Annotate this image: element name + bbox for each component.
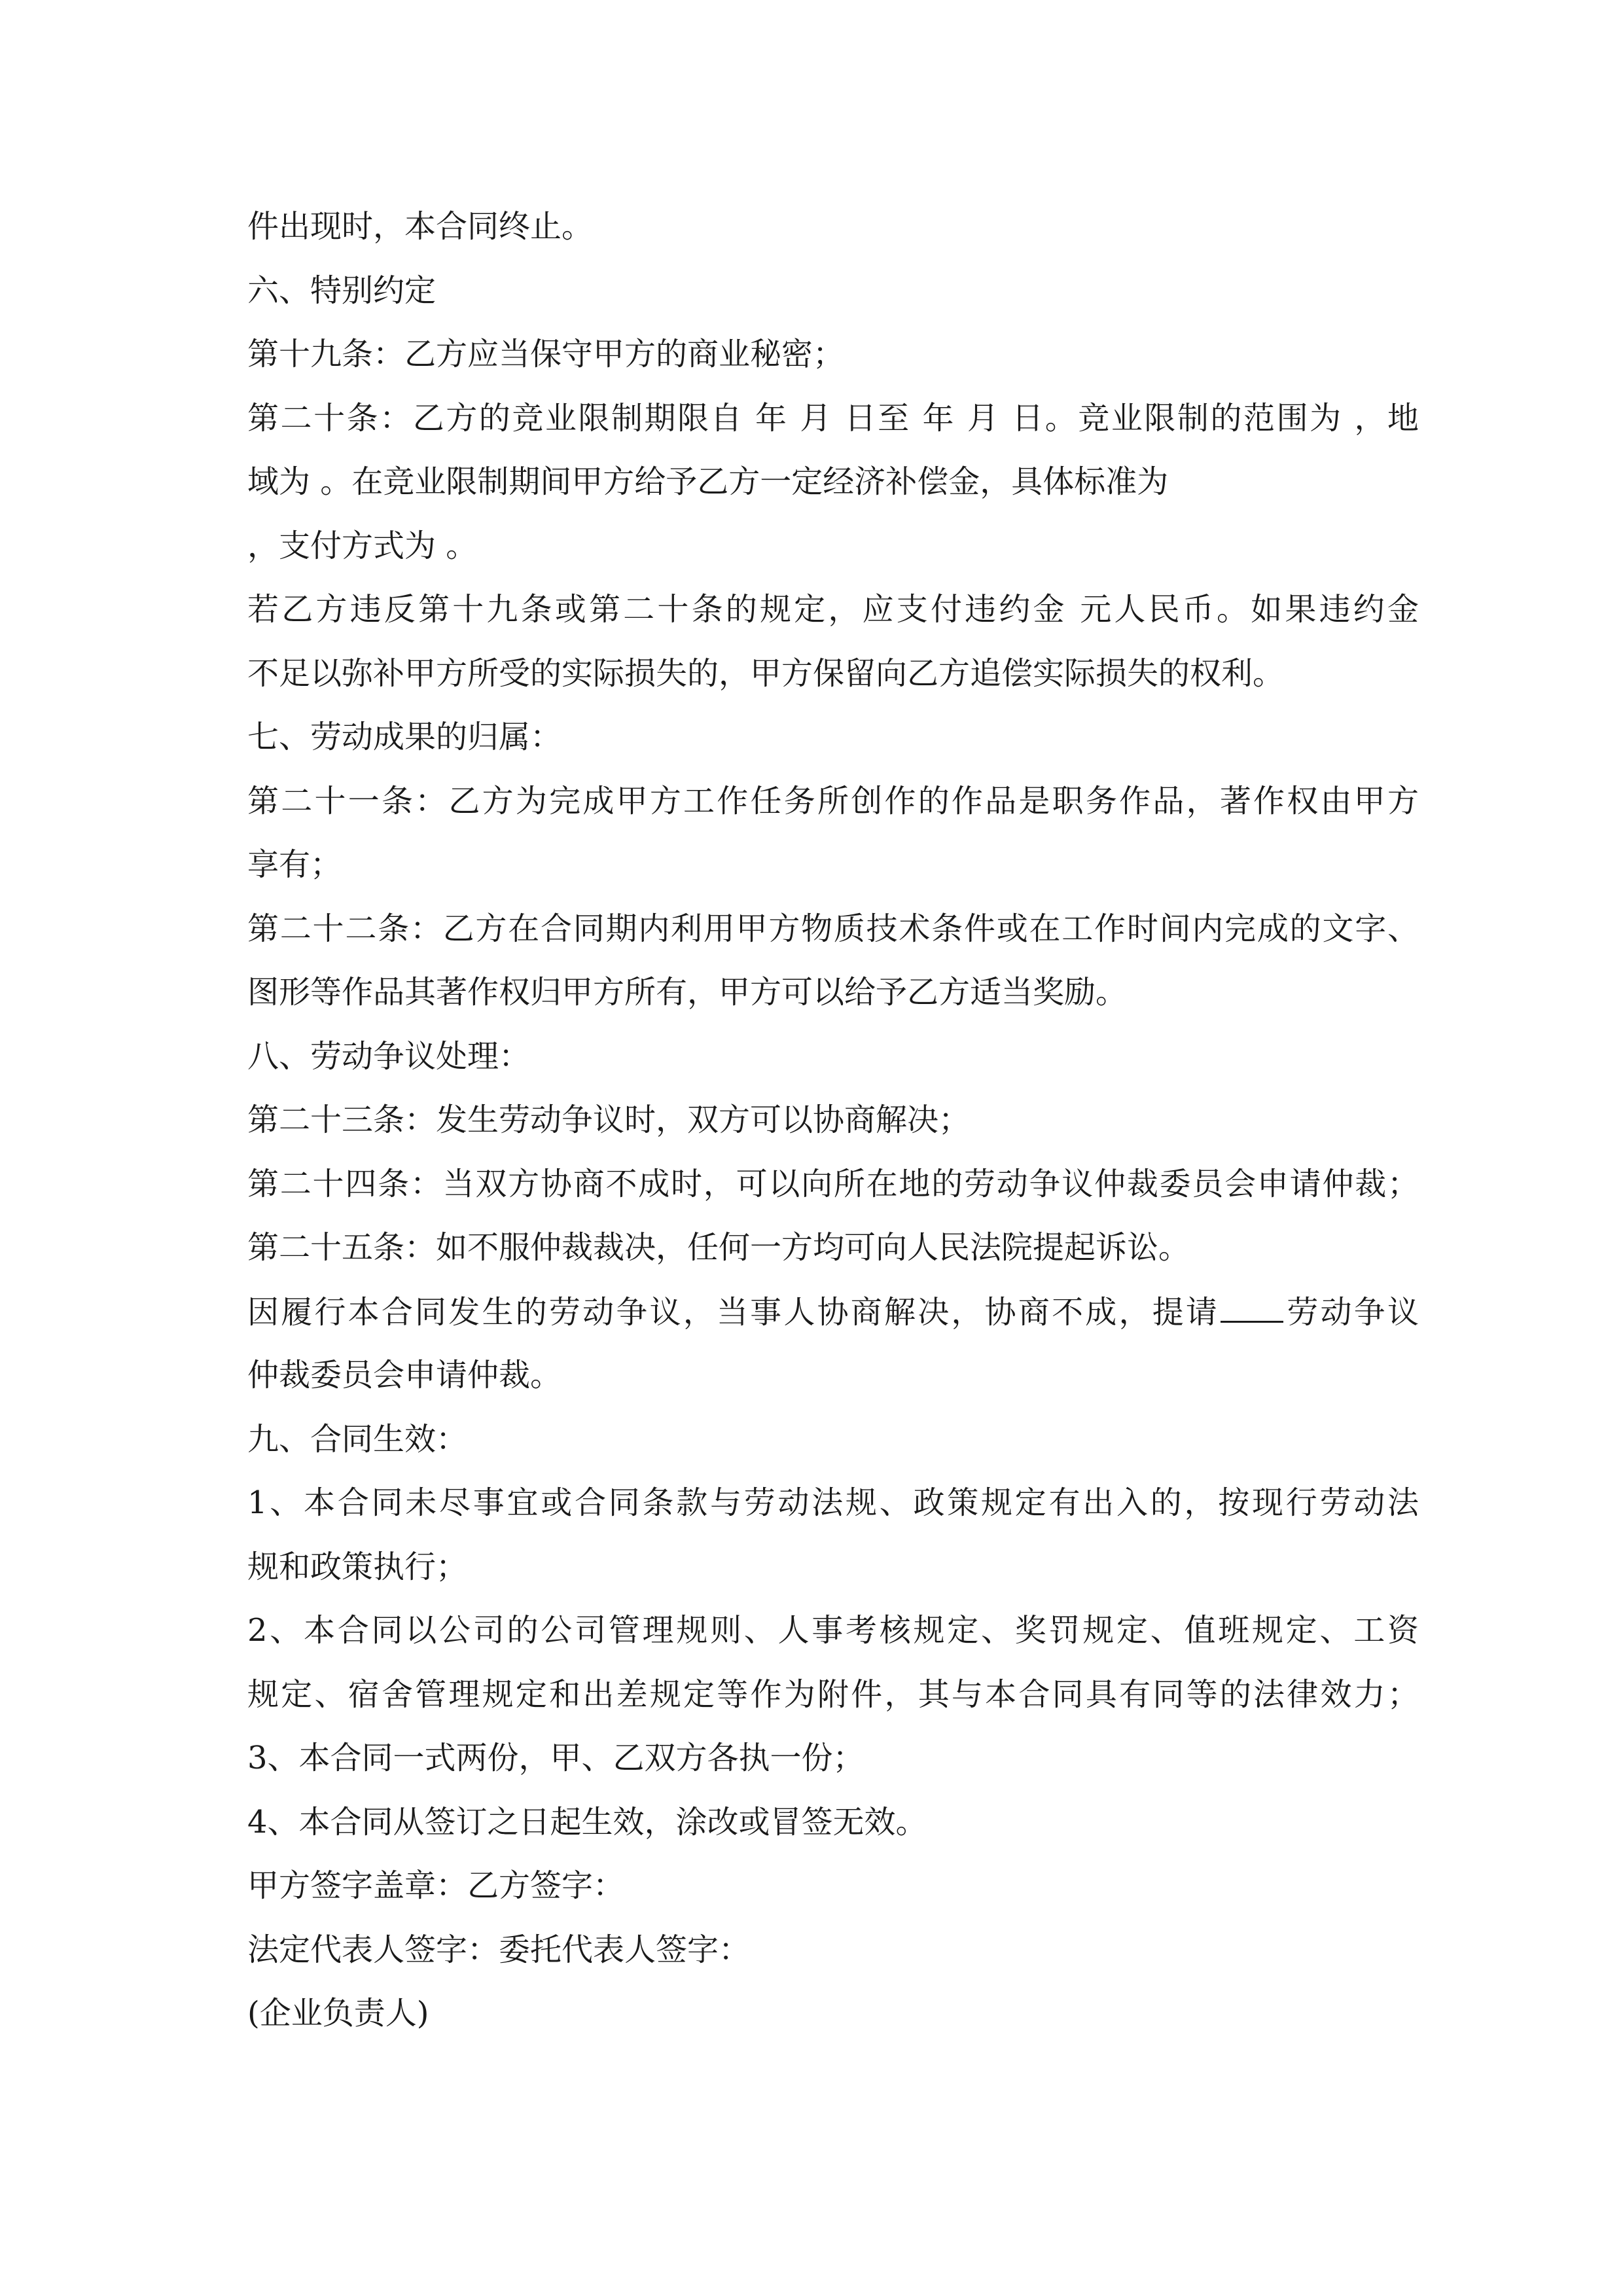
- section-heading-7: 七、劳动成果的归属：: [247, 719, 562, 755]
- section-heading-9: 九、合同生效：: [247, 1420, 468, 1458]
- arbitration-line-2: 仲裁委员会申请仲裁。: [247, 1357, 562, 1393]
- penalty-line-2: 不足以弥补甲方所受的实际损失的，甲方保留向乙方追偿实际损失的权利。: [247, 655, 1285, 692]
- article-24: 第二十四条：当双方协商不成时，可以向所在地的劳动争议仲裁委员会申请仲裁；: [247, 1165, 1419, 1202]
- article-21-line-1: 第二十一条：乙方为完成甲方工作任务所创作的作品是职务作品，著作权由甲方: [247, 782, 1419, 819]
- clause-2-line-1: 2、本合同以公司的公司管理规则、人事考核规定、奖罚规定、值班规定、工资: [247, 1612, 1419, 1649]
- penalty-line-1: 若乙方违反第十九条或第二十条的规定，应支付违约金 元人民币。如果违约金: [247, 591, 1419, 628]
- article-22-line-2: 图形等作品其著作权归甲方所有，甲方可以给予乙方适当奖励。: [247, 974, 1128, 1011]
- arbitration-line-1: [247, 1293, 1419, 1360]
- article-23: 第二十三条：发生劳动争议时，双方可以协商解决；: [247, 1102, 971, 1138]
- article-22-line-1: 第二十二条：乙方在合同期内利用甲方物质技术条件或在工作时间内完成的文字、: [247, 910, 1419, 947]
- article-20-line-3: ，支付方式为 。: [247, 527, 478, 564]
- section-heading-8: 八、劳动争议处理：: [247, 1037, 531, 1075]
- article-20-line-1: 第二十条：乙方的竞业限制期限自 年 月 日至 年 月 日。竞业限制的范围为 ，地: [247, 399, 1419, 437]
- enterprise-head-note: (企业负责人): [247, 1995, 429, 2032]
- clause-3: 3、本合同一式两份，甲、乙双方各执一份；: [247, 1740, 865, 1776]
- article-20-line-2: 域为 。在竞业限制期间甲方给予乙方一定经济补偿金，具体标准为: [247, 463, 1169, 500]
- section-heading-6: 六、特别约定: [247, 272, 437, 309]
- arbitration-text-after: 劳动争议: [1285, 1293, 1419, 1331]
- article-21-line-2: 享有；: [247, 846, 342, 883]
- article-25: 第二十五条：如不服仲裁裁决，任何一方均可向人民法院提起诉讼。: [247, 1229, 1190, 1266]
- text-line-1: 件出现时，本合同终止。: [247, 208, 594, 245]
- arbitration-text-before: 因履行本合同发生的劳动争议，当事人协商解决，协商不成，提请: [247, 1293, 1220, 1331]
- signature-party-line: 甲方签字盖章：乙方签字：: [247, 1867, 625, 1904]
- signature-representative-line: 法定代表人签字：委托代表人签字：: [247, 1931, 751, 1968]
- article-19: 第十九条：乙方应当保守甲方的商业秘密；: [247, 336, 845, 372]
- blank-underline: [1221, 1296, 1283, 1323]
- clause-1-line-2: 规和政策执行；: [247, 1548, 468, 1585]
- document-body: [247, 208, 1419, 2062]
- clause-4: 4、本合同从签订之日起生效，涂改或冒签无效。: [247, 1803, 927, 1840]
- clause-2-line-2: 规定、宿舍管理规定和出差规定等作为附件，其与本合同具有同等的法律效力；: [247, 1676, 1419, 1713]
- clause-1-line-1: 1、本合同未尽事宜或合同条款与劳动法规、政策规定有出入的，按现行劳动法: [247, 1484, 1419, 1521]
